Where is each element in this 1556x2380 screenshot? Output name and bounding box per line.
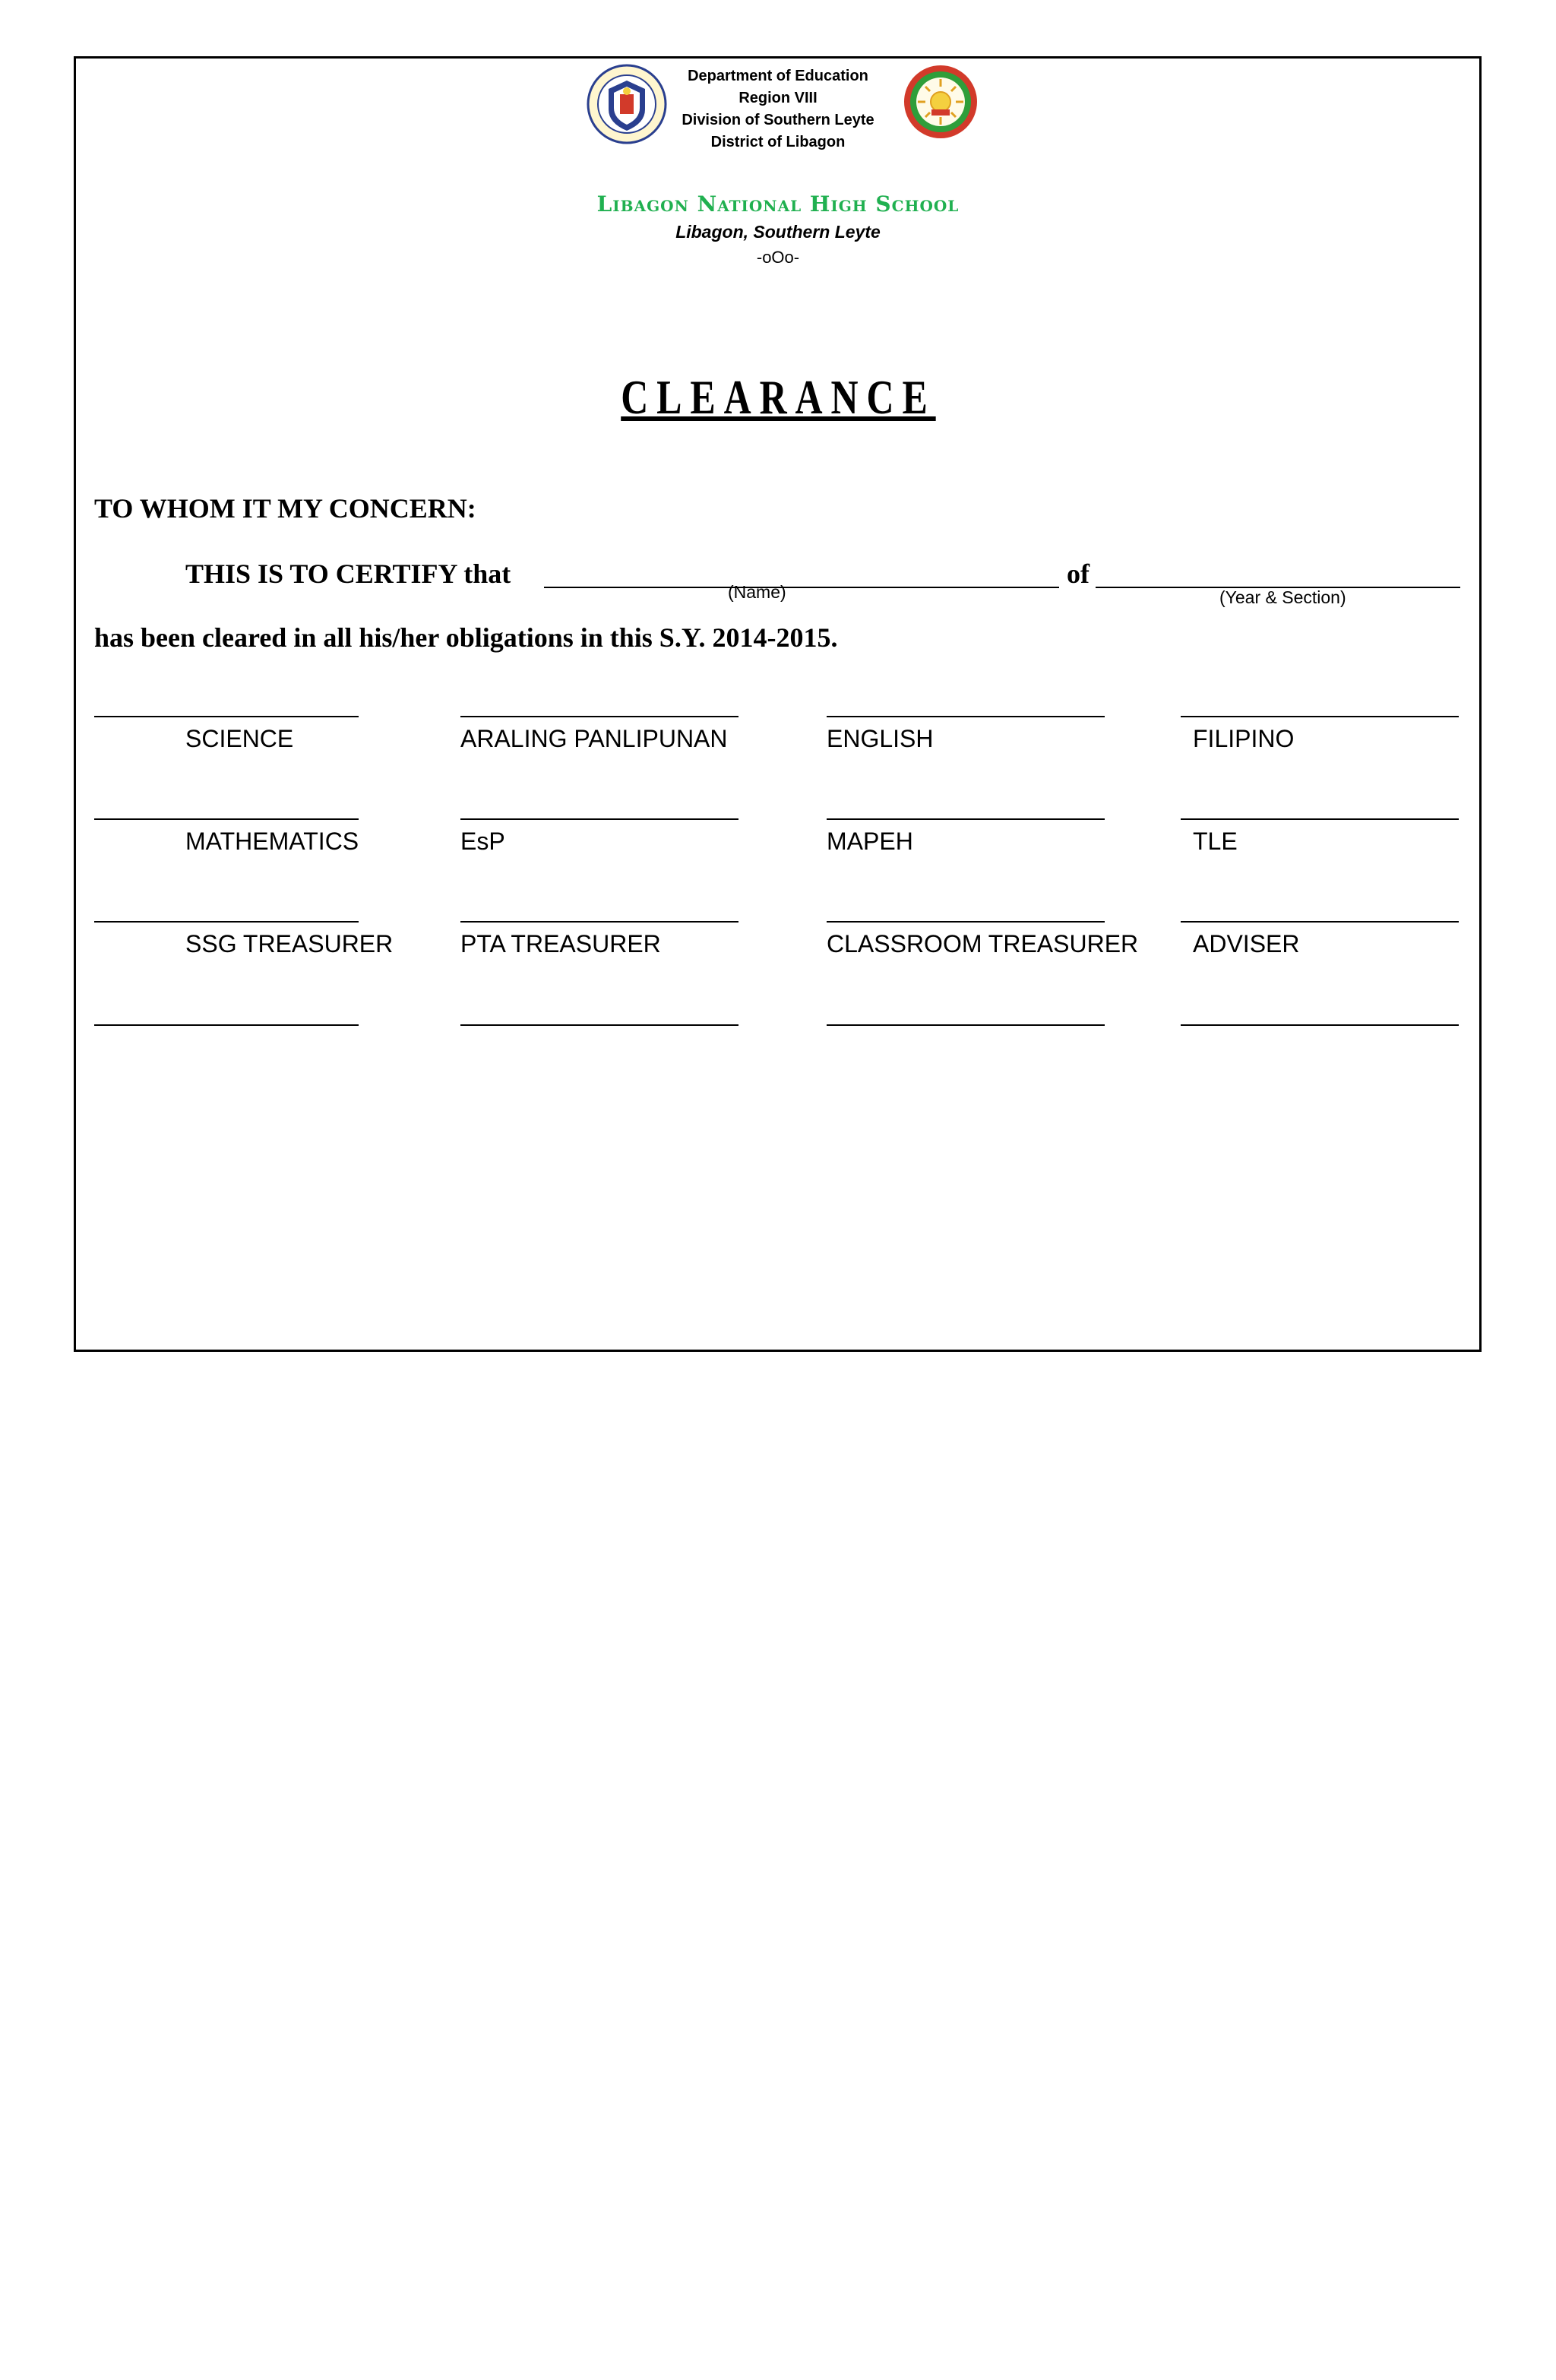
signatory-tle: TLE bbox=[1193, 828, 1238, 855]
signatory-adviser: ADVISER bbox=[1193, 930, 1300, 957]
signature-line[interactable] bbox=[460, 921, 738, 923]
signature-line[interactable] bbox=[1181, 716, 1459, 717]
header-division: Division of Southern Leyte bbox=[682, 112, 874, 128]
signature-line[interactable] bbox=[827, 921, 1105, 923]
name-hint: (Name) bbox=[728, 582, 786, 602]
signatory-araling-panlipunan: ARALING PANLIPUNAN bbox=[460, 725, 728, 752]
certify-prefix: THIS IS TO CERTIFY that bbox=[185, 559, 511, 589]
section-hint: (Year & Section) bbox=[1219, 587, 1346, 607]
name-field-line[interactable] bbox=[544, 587, 1059, 588]
signatory-classroom-treasurer: CLASSROOM TREASURER bbox=[827, 930, 1139, 957]
salutation: TO WHOM IT MY CONCERN: bbox=[94, 493, 476, 524]
signature-line[interactable] bbox=[1181, 1024, 1459, 1026]
header-department: Department of Education bbox=[688, 68, 868, 84]
signature-line[interactable] bbox=[827, 716, 1105, 717]
signature-line[interactable] bbox=[460, 716, 738, 717]
signature-line[interactable] bbox=[94, 1024, 359, 1026]
header-district: District of Libagon bbox=[710, 134, 846, 150]
cleared-statement: has been cleared in all his/her obligations in this S.Y. 2014-2015. bbox=[94, 622, 838, 653]
document-title: CLEARANCE bbox=[621, 370, 936, 424]
signatory-ssg-treasurer: SSG TREASURER bbox=[185, 930, 394, 957]
school-name: Libagon National High School bbox=[596, 191, 960, 217]
of-word: of bbox=[1067, 559, 1090, 589]
ornament: -oOo- bbox=[756, 248, 800, 267]
signature-line[interactable] bbox=[827, 1024, 1105, 1026]
signature-line[interactable] bbox=[460, 818, 738, 820]
signature-line[interactable] bbox=[460, 1024, 738, 1026]
signatory-esp: EsP bbox=[460, 828, 505, 855]
signature-line[interactable] bbox=[94, 818, 359, 820]
signature-line[interactable] bbox=[1181, 921, 1459, 923]
signature-line[interactable] bbox=[94, 921, 359, 923]
signatory-english: ENGLISH bbox=[827, 725, 934, 752]
signature-line[interactable] bbox=[94, 716, 359, 717]
signatory-mathematics: MATHEMATICS bbox=[185, 828, 359, 855]
school-location: Libagon, Southern Leyte bbox=[675, 222, 881, 242]
signature-line[interactable] bbox=[1181, 818, 1459, 820]
signatory-pta-treasurer: PTA TREASURER bbox=[460, 930, 661, 957]
signatory-science: SCIENCE bbox=[185, 725, 294, 752]
signatory-filipino: FILIPINO bbox=[1193, 725, 1295, 752]
header-region: Region VIII bbox=[738, 90, 818, 106]
signatory-mapeh: MAPEH bbox=[827, 828, 913, 855]
signature-line[interactable] bbox=[827, 818, 1105, 820]
